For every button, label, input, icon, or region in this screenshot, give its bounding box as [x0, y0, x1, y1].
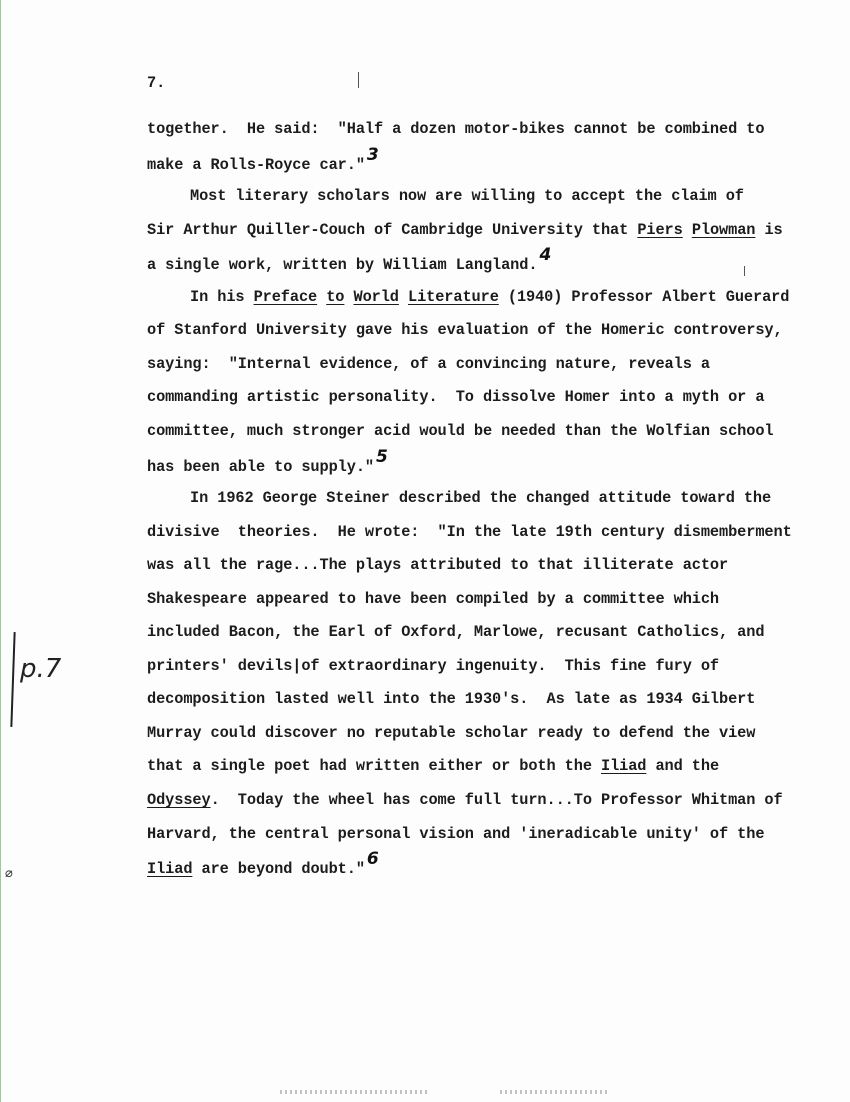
pen-mark — [358, 72, 359, 88]
text-segment: of Stanford University gave his evaluation of the Homeric controversy, — [147, 321, 783, 340]
text-line — [147, 144, 379, 174]
text-segment: commanding artistic personality. To dissolve Homer into a myth or a — [147, 388, 765, 407]
underlined-title: to — [326, 287, 345, 306]
text-line — [147, 321, 783, 339]
text-line — [147, 791, 783, 809]
text-segment: printers' devils|of extraordinary ingenuity. This fine fury of — [147, 656, 720, 675]
footnote-marker: 6 — [366, 849, 379, 870]
scan-noise — [280, 1090, 430, 1094]
text-segment: has been able to supply." — [147, 457, 374, 476]
text-line — [147, 623, 764, 641]
text-segment: divisive theories. He wrote: "In the late 19th century dismemberment — [147, 522, 792, 541]
scan-noise — [500, 1090, 610, 1094]
text-segment: was all the rage...The plays attributed to that illiterate actor — [147, 556, 729, 575]
footnote-marker: 3 — [366, 144, 379, 165]
text-line — [147, 757, 719, 775]
text-segment: that a single poet had written either or both the — [147, 757, 601, 776]
text-segment: Shakespeare appeared to have been compiled by a committee which — [147, 589, 720, 608]
pen-mark — [744, 266, 745, 276]
underlined-title: World — [353, 287, 399, 306]
text-segment: In 1962 George Steiner described the changed attitude toward the — [190, 489, 772, 508]
text-line — [147, 221, 783, 239]
text-segment — [399, 288, 408, 306]
text-line — [147, 446, 388, 476]
text-line — [147, 388, 764, 406]
text-line — [147, 849, 379, 879]
text-segment: Sir Arthur Quiller-Couch of Cambridge University that — [147, 220, 638, 239]
text-segment: a single work, written by William Langland. — [147, 256, 538, 275]
text-line — [147, 556, 728, 574]
text-line — [147, 355, 710, 373]
text-segment: make a Rolls-Royce car." — [147, 155, 365, 174]
margin-note: p.7 — [20, 654, 62, 684]
text-line — [147, 590, 719, 608]
text-segment: decomposition lasted well into the 1930's. As late as 1934 Gilbert — [147, 690, 756, 709]
underlined-title: Iliad — [600, 757, 647, 776]
margin-bracket — [10, 632, 15, 727]
underlined-title: Literature — [407, 287, 499, 306]
text-segment: Murray could discover no reputable scholar ready to defend the view — [147, 723, 756, 742]
text-segment: Harvard, the central personal vision and 'ineradicable unity' of the — [147, 824, 765, 843]
text-segment: is — [755, 220, 783, 239]
text-line — [147, 690, 755, 708]
text-segment: Most literary scholars now are willing to accept the claim of — [190, 187, 744, 206]
text-line — [190, 187, 744, 205]
text-line — [147, 120, 764, 138]
text-segment: saying: "Internal evidence, of a convincing nature, reveals a — [147, 354, 710, 373]
underlined-title: Piers — [637, 220, 683, 239]
page-number: 7. — [147, 74, 166, 92]
text-line — [190, 489, 771, 507]
text-line — [147, 422, 774, 440]
text-line — [147, 825, 764, 843]
text-line — [147, 657, 719, 675]
text-segment: (1940) Professor Albert Guerard — [498, 287, 790, 306]
text-segment: . Today the wheel has come full turn...To Professor Whitman of — [210, 791, 783, 809]
text-line — [147, 724, 755, 742]
text-segment: together. He said: "Half a dozen motor-bikes cannot be combined to — [147, 120, 765, 138]
text-line — [190, 288, 789, 306]
text-segment — [683, 221, 692, 239]
margin-mark-icon: ⌀ — [5, 866, 13, 881]
underlined-title: Preface — [253, 287, 318, 306]
footnote-marker: 5 — [376, 446, 388, 467]
text-line — [147, 245, 552, 275]
footnote-marker: 4 — [539, 245, 552, 266]
text-segment: are beyond doubt." — [192, 860, 365, 879]
underlined-title: Odyssey — [147, 791, 211, 809]
text-line — [147, 523, 792, 541]
underlined-title: Plowman — [691, 220, 756, 239]
text-segment: included Bacon, the Earl of Oxford, Marlowe, recusant Catholics, and — [147, 623, 765, 642]
text-segment: and the — [646, 757, 720, 776]
text-segment — [317, 288, 326, 306]
text-segment: In his — [190, 287, 254, 306]
underlined-title: Iliad — [147, 860, 193, 879]
text-segment: committee, much stronger acid would be needed than the Wolfian school — [147, 421, 774, 440]
scan-edge — [0, 0, 1, 1102]
